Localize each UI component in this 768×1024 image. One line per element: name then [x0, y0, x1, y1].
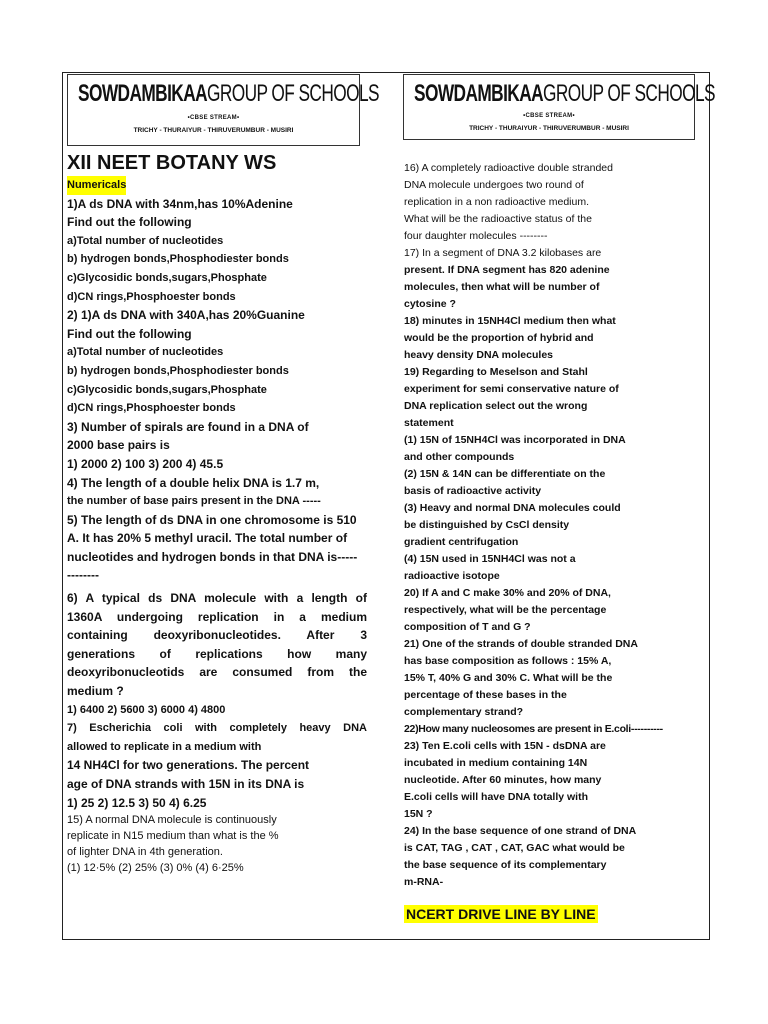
school-header-left — [67, 74, 379, 146]
question-7: 7) Escherichia coli with completely heavy DNA allowed to replicate in a medium with 14 NH4Cl for two generations. The percent age of DNA strands with 15N in its DNA is 1) 25 2) 12.5 3) 50 4) 6.25 — [67, 722, 367, 810]
page-title: XII NEET BOTANY WS — [67, 152, 277, 174]
school-name: SOWDAMBIKAAGROUP OF SCHOOLS — [414, 80, 715, 107]
question-4: 4) The length of a double helix DNA is 1.7 m, the number of base pairs present in the DNA ----- — [67, 475, 321, 508]
locations-label: TRICHY - THURAIYUR - THIRUVERUMBUR - MUSIRI — [133, 127, 294, 134]
stream-label: •CBSE STREAM• — [187, 115, 240, 121]
question-15: 15) A normal DNA molecule is continuously replicate in N15 medium than what is the % of lighter DNA in 4th generation. (1) 12·5% (2) 25% (3) 0% (4) 6·25% — [67, 814, 279, 875]
question-6: 6) A typical ds DNA molecule with a length of 1360A undergoing replication in a medium containing deoxyribonucleotides. After 3 generations of replications how many deoxyribonucleotids are consumed from the medium ? 1) 6400 2) 5600 3) 6000 4) 4800 — [67, 591, 367, 716]
ncert-banner: NCERT DRIVE LINE BY LINE — [406, 906, 596, 922]
section-label: Numericals — [67, 176, 126, 195]
question-1: 1)A ds DNA with 34nm,has 10%Adenine Find out the following a)Total number of nucleotides b) hydrogen bonds,Phosphodiester bonds c)Glycosidic bonds,sugars,Phosphate d)CN rings,Phosphoester bonds — [67, 196, 293, 303]
question-21: 21) One of the strands of double stranded DNA has base composition as follows : 15% A, 15% T, 40% G and 30% C. What will be the percentage of these bases in the complementary strand? — [404, 638, 638, 718]
question-22: 22)How many nucleosomes are present in E.coli---------- — [404, 723, 663, 735]
question-18: 18) minutes in 15NH4Cl medium then what would be the proportion of hybrid and heavy density DNA molecules — [404, 315, 616, 361]
question-24: 24) In the base sequence of one strand of DNA is CAT, TAG , CAT , CAT, GAC what would be the base sequence of its complementary m-RNA- — [404, 825, 637, 888]
question-17: 17) In a segment of DNA 3.2 kilobases are present. If DNA segment has 820 adenine molecules, then what will be number of cytosine ? — [404, 247, 610, 310]
question-19: 19) Regarding to Meselson and Stahl experiment for semi conservative nature of DNA replication select out the wrong statement (1) 15N of 15NH4Cl was incorporated in DNA and other compounds (2) 15N & 14N can be differentiate on the basis of radioactive activity (3) Heavy and normal DNA molecules could be distinguished by CsCl density gradient centrifugation (4) 15N used in 15NH4Cl was not a radioactive isotope — [404, 366, 626, 582]
school-name: SOWDAMBIKAAGROUP OF SCHOOLS — [78, 80, 379, 107]
stream-label: •CBSE STREAM• — [523, 113, 575, 119]
locations-label: TRICHY - THURAIYUR - THIRUVERUMBUR - MUSIRI — [469, 125, 629, 132]
question-3: 3) Number of spirals are found in a DNA of 2000 base pairs is 1) 2000 2) 100 3) 200 4) 45.5 — [67, 419, 309, 471]
left-column — [67, 150, 367, 876]
question-16: 16) A completely radioactive double stranded DNA molecule undergoes two round of replication in a non radioactive medium. What will be the radioactive status of the four daughter molecules -------- — [404, 162, 613, 242]
question-23: 23) Ten E.coli cells with 15N - dsDNA are incubated in medium containing 14N nucleotide. After 60 minutes, how many E.coli cells will have DNA totally with 15N ? — [404, 740, 606, 820]
question-20: 20) If A and C make 30% and 20% of DNA, respectively, what will be the percentage composition of T and G ? — [404, 587, 611, 633]
right-column — [404, 160, 704, 925]
school-header-right — [403, 74, 715, 140]
question-2: 2) 1)A ds DNA with 340A,has 20%Guanine Find out the following a)Total number of nucleotides b) hydrogen bonds,Phosphodiester bonds c)Glycosidic bonds,sugars,Phosphate d)CN rings,Phosphoester bonds — [67, 308, 305, 415]
question-5: 5) The length of ds DNA in one chromosome is 510 A. It has 20% 5 methyl uracil. The total number of nucleotides and hydrogen bonds in that DNA is----- -------- — [67, 512, 358, 583]
